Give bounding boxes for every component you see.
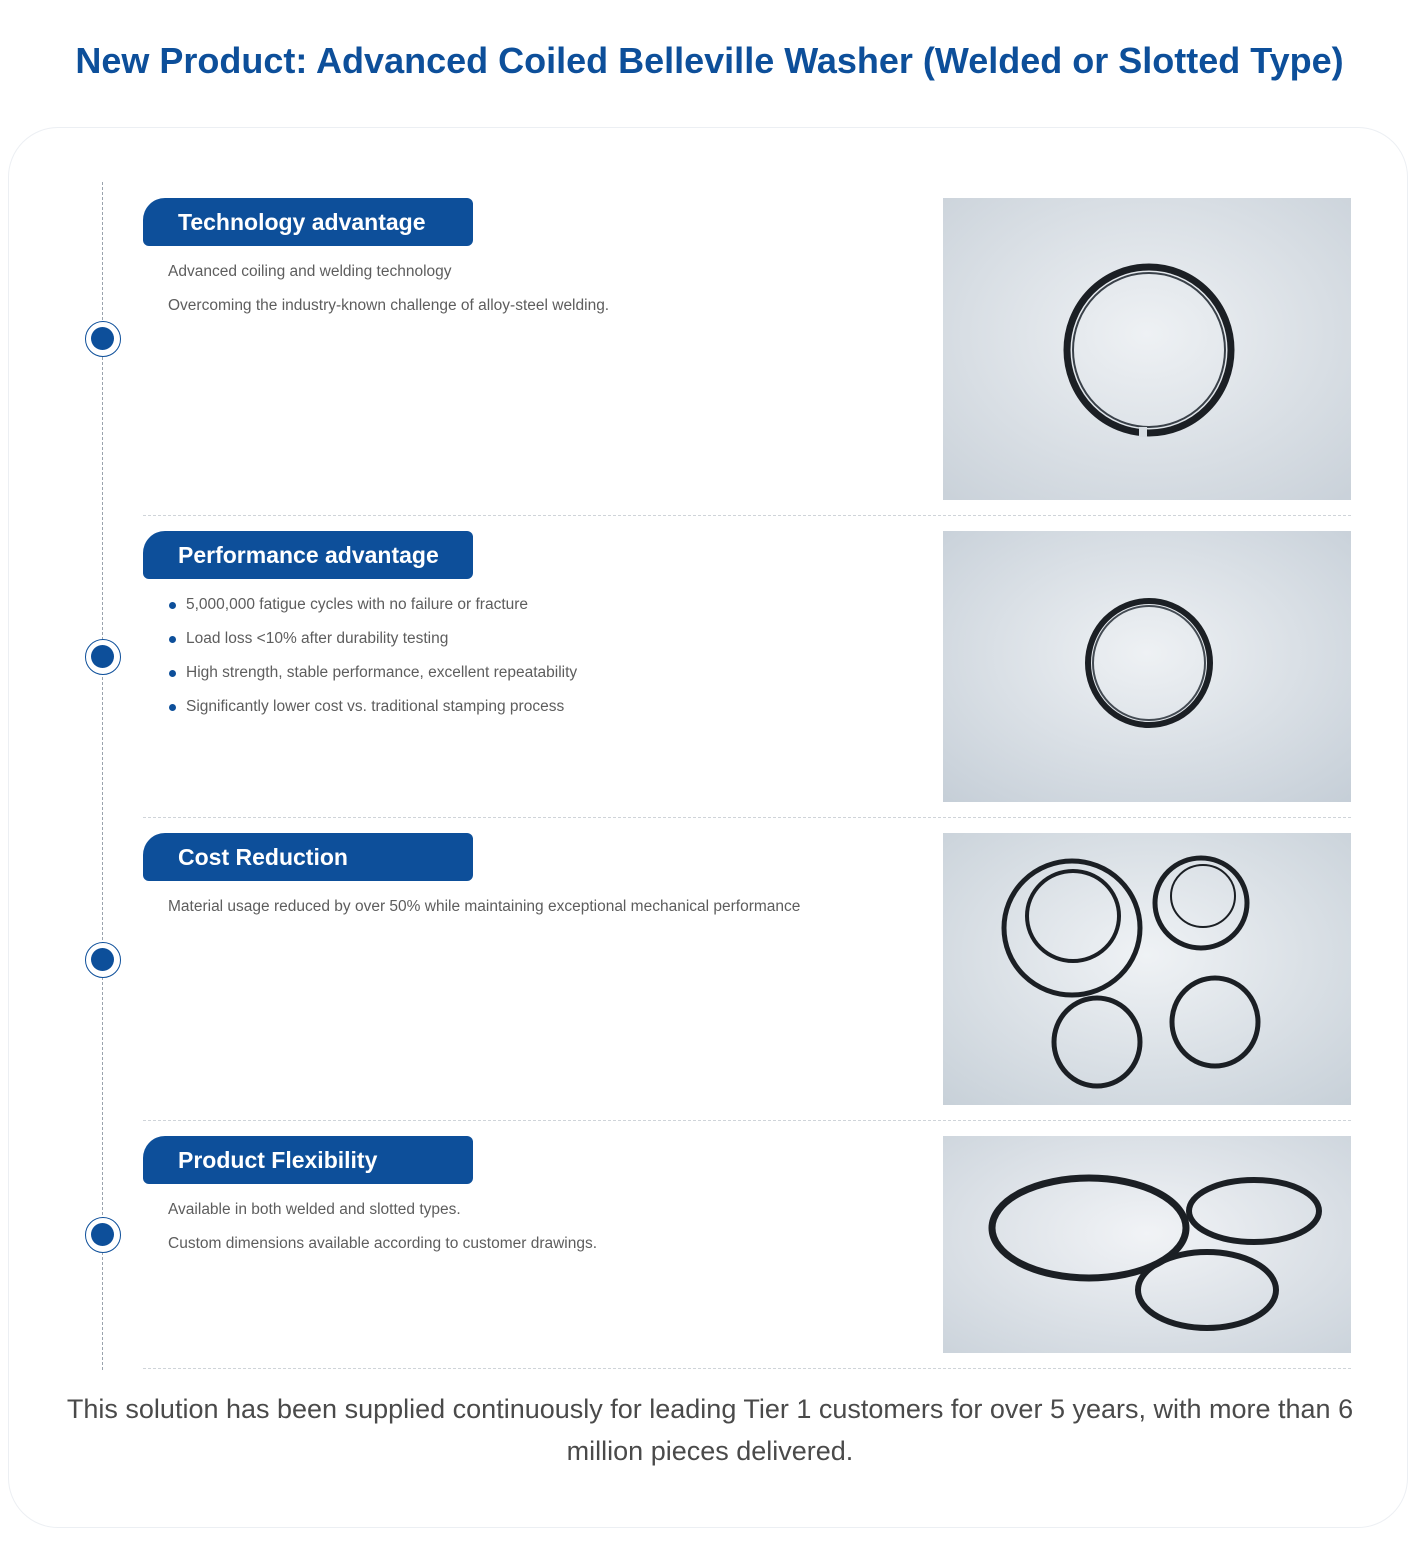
section-cost [143, 833, 1351, 1121]
section-heading: Technology advantage [143, 198, 473, 246]
section-performance [143, 531, 1351, 818]
section-heading: Product Flexibility [143, 1136, 473, 1184]
text-line: Available in both welded and slotted types. [168, 1201, 461, 1218]
text-line: Custom dimensions available according to customer drawings. [168, 1235, 598, 1252]
timeline-dot-4 [85, 1217, 121, 1253]
page-title: New Product: Advanced Coiled Belleville Washer (Welded or Slotted Type) [75, 40, 1344, 81]
section-text [168, 1200, 888, 1268]
text-line: Overcoming the industry-known challenge of alloy-steel welding. [168, 297, 610, 314]
section-divider [143, 817, 1351, 818]
bullet-item: 5,000,000 fatigue cycles with no failure or fracture [168, 595, 888, 629]
timeline-line [102, 182, 103, 1370]
section-flexibility [143, 1136, 1351, 1369]
section-bullets [168, 595, 888, 731]
washer-photo-group [943, 833, 1351, 1105]
washer-photo-perspective [943, 1136, 1351, 1353]
timeline-dot-3 [85, 942, 121, 978]
washer-photo-single-slotted [943, 198, 1351, 500]
section-technology [143, 198, 1351, 516]
section-text [168, 897, 888, 931]
footer-statement: This solution has been supplied continuously for leading Tier 1 customers for over 5 years, with more than 6 million pieces delivered. [66, 1394, 1354, 1466]
section-divider [143, 1120, 1351, 1121]
bullet-item: High strength, stable performance, excellent repeatability [168, 663, 888, 697]
timeline-dot-1 [85, 321, 121, 357]
section-heading: Performance advantage [143, 531, 473, 579]
timeline-dot-2 [85, 639, 121, 675]
section-heading: Cost Reduction [143, 833, 473, 881]
section-text [168, 262, 888, 330]
section-divider [143, 1368, 1351, 1369]
text-line: Advanced coiling and welding technology [168, 263, 452, 280]
text-line: Material usage reduced by over 50% while maintaining exceptional mechanical performance [168, 898, 801, 915]
bullet-item: Significantly lower cost vs. traditional stamping process [168, 697, 888, 731]
section-divider [143, 515, 1351, 516]
washer-photo-single-welded [943, 531, 1351, 802]
bullet-item: Load loss <10% after durability testing [168, 629, 888, 663]
